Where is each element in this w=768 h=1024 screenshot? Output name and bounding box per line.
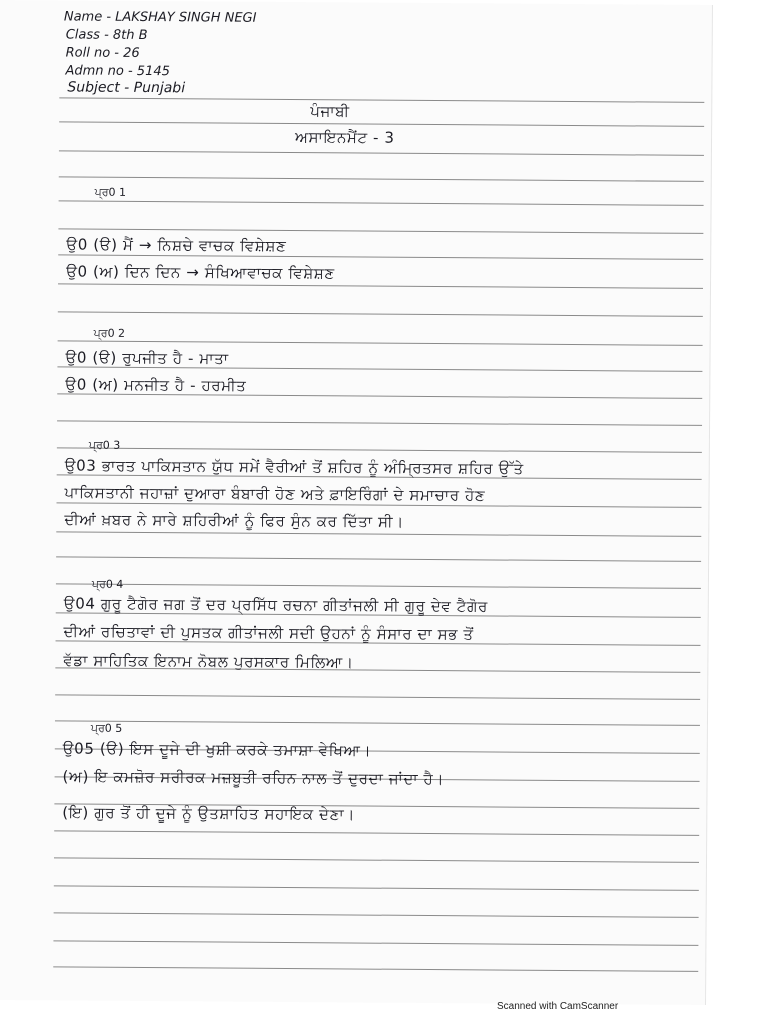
question-label: ਪ੍ਰ0 2 xyxy=(93,326,126,340)
ruled-line xyxy=(59,200,704,206)
ruled-line xyxy=(58,254,703,260)
question-label: ਪ੍ਰ0 5 xyxy=(90,721,123,735)
ruled-line xyxy=(59,97,704,103)
answer-line: ਪਾਕਿਸਤਾਨੀ ਜਹਾਜ਼ਾਂ ਦੁਆਰਾ ਬੰਬਾਰੀ ਹੋਣ ਅਤੇ ਫ਼ਾਇਰਿੰਗਾਂ ਦੇ ਸਮਾਚਾਰ ਹੋਣ xyxy=(64,483,486,505)
ruled-line xyxy=(58,340,703,346)
answer-line: ਉ0 (ਅ) ਮਨਜੀਤ ਹੈ - ਹਰਮੀਤ xyxy=(65,375,247,395)
ruled-line xyxy=(54,830,699,836)
ruled-line xyxy=(53,966,698,972)
ruled-line xyxy=(59,121,704,127)
ruled-line xyxy=(59,150,704,156)
ruled-line xyxy=(56,583,701,589)
answer-line: (ਇ) ਗੁਰ ਤੋਂ ਹੀ ਦੂਜੇ ਨੂੰ ਉਤਸ਼ਾਹਿਤ ਸਹਾਇਕ ਦੇਣਾ। xyxy=(62,803,356,824)
question-label: ਪ੍ਰ0 4 xyxy=(91,577,124,591)
question-label: ਪ੍ਰ0 3 xyxy=(88,438,121,452)
ruled-line xyxy=(57,420,702,426)
ruled-line xyxy=(54,912,699,918)
ruled-line xyxy=(57,447,702,453)
admission-number: Admn no - 5145 xyxy=(65,63,170,80)
ruled-line xyxy=(59,176,704,182)
ruled-line xyxy=(58,311,703,317)
ruled-line xyxy=(53,940,698,946)
ruled-line xyxy=(54,857,699,863)
ruled-line xyxy=(58,283,703,289)
ruled-line xyxy=(57,393,702,399)
student-class: Class - 8th B xyxy=(65,27,148,44)
answer-line: ਉ05 (ੳ) ਇਸ ਦੂਜੇ ਦੀ ਖੁਸ਼ੀ ਕਰਕੇ ਤਮਾਸ਼ਾ ਵੇਖਿਆ। xyxy=(62,739,372,760)
ruled-line xyxy=(58,228,703,234)
page-title: ਪੰਜਾਬੀ xyxy=(310,102,350,121)
answer-line: ਉ04 ਗੁਰੂ ਟੈਗੋਰ ਜਗ ਤੋਂ ਦਰ ਪ੍ਰਸਿੱਧ ਰਚਨਾ ਗੀਤਾਂਜਲੀ ਸੀ ਗੁਰੂ ਦੇਵ ਟੈਗੋਰ xyxy=(63,594,489,616)
student-name: Name - LAKSHAY SINGH NEGI xyxy=(63,9,257,26)
ruled-line xyxy=(55,694,700,700)
answer-line: ਵੱਡਾ ਸਾਹਿਤਿਕ ਇਨਾਮ ਨੋਬਲ ਪੁਰਸਕਾਰ ਮਿਲਿਆ। xyxy=(63,651,354,672)
ruled-line xyxy=(56,556,701,562)
roll-number: Roll no - 26 xyxy=(65,45,140,61)
ruled-line xyxy=(55,720,700,726)
answer-line: ਉ0 (ਅ) ਦਿਨ ਦਿਨ → ਸੰਖਿਆਵਾਚਕ ਵਿਸ਼ੇਸ਼ਣ xyxy=(66,262,335,283)
ruled-line xyxy=(57,366,702,372)
answer-line: ਉ03 ਭਾਰਤ ਪਾਕਿਸਤਾਨ ਯੁੱਧ ਸਮੇਂ ਵੈਰੀਆਂ ਤੋਂ ਸ਼ਹਿਰ ਨੂੰ ਅੰਮ੍ਰਿਤਸਰ ਸ਼ਹਿਰ ਉੱਤੇ xyxy=(64,456,524,478)
scanner-watermark: Scanned with CamScanner xyxy=(497,1001,619,1012)
answer-line: ਉ0 (ੳ) ਮੈਂ → ਨਿਸ਼ਚੇ ਵਾਚਕ ਵਿਸ਼ੇਸ਼ਣ xyxy=(66,235,287,256)
answer-line: ਦੀਆਂ ਰਚਿਤਾਵਾਂ ਦੀ ਪੁਸਤਕ ਗੀਤਾਂਜਲੀ ਸਦੀ ਉਹਨਾਂ ਨੂੰ ਸੰਸਾਰ ਦਾ ਸਭ ਤੋਂ xyxy=(63,622,474,644)
subject: Subject - Punjabi xyxy=(67,79,186,97)
page-subtitle: ਅਸਾਇਨਮੈਂਟ - 3 xyxy=(294,128,395,147)
question-label: ਪ੍ਰ0 1 xyxy=(94,185,127,199)
answer-line: ਦੀਆਂ ਖ਼ਬਰ ਨੇ ਸਾਰੇ ਸ਼ਹਿਰੀਆਂ ਨੂੰ ਫਿਰ ਸੁੰਨ ਕਰ ਦਿੱਤਾ ਸੀ। xyxy=(64,510,404,531)
ruled-line xyxy=(54,885,699,891)
answer-line: (ਅ) ਇ ਕਮਜ਼ੋਰ ਸਰੀਰਕ ਮਜ਼ਬੂਤੀ ਰਹਿਨ ਨਾਲ ਤੋਂ ਦੁਰਦਾ ਜਾਂਦਾ ਹੈ। xyxy=(62,767,445,789)
ruled-line xyxy=(56,531,701,537)
answer-line: ਉ0 (ੳ) ਰੁਪਜੀਤ ਹੈ - ਮਾਤਾ xyxy=(65,348,229,368)
